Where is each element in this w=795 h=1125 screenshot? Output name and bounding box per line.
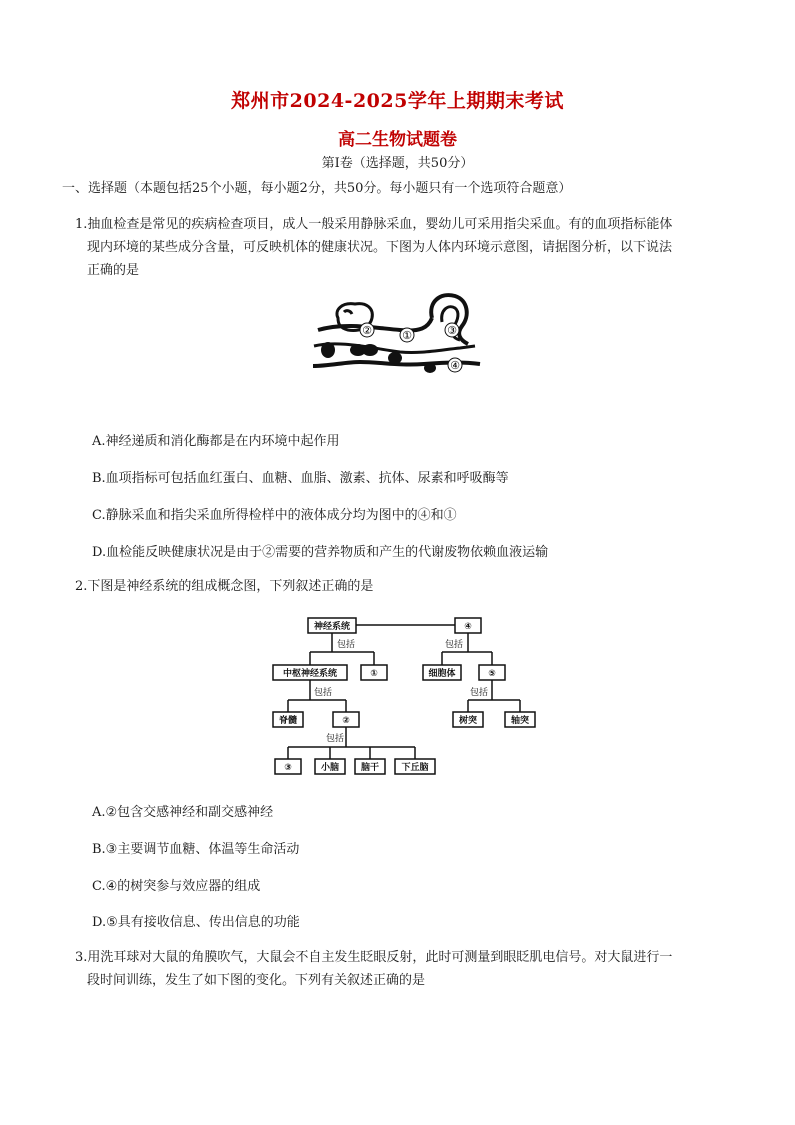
q2-stem: 2.下图是神经系统的组成概念图，下列叙述正确的是 [75, 579, 374, 594]
q1-stem-line-2: 现内环境的某些成分含量，可反映机体的健康状况。下图为人体内环境示意图，请据图分析，以下说法 [87, 240, 673, 255]
node-hypothalamus: 下丘脑 [401, 763, 429, 773]
node-5: ⑤ [488, 669, 496, 679]
fig-label-4: ④ [450, 359, 460, 372]
q1-option-a: A.神经递质和消化酶都是在内环境中起作用 [92, 434, 340, 449]
node-1: ① [370, 669, 378, 679]
label-include-3: 包括 [313, 688, 333, 698]
q3-stem-line-1: 3.用洗耳球对大鼠的角膜吹气，大鼠会不自主发生眨眼反射，此时可测量到眼眨肌电信号。对大鼠进行一 [75, 950, 673, 965]
fig-label-2: ② [362, 324, 372, 337]
section-heading: 一、选择题（本题包括25个小题，每小题2分，共50分。每小题只有一个选项符合题意） [62, 181, 572, 196]
label-include-1: 包括 [336, 640, 356, 650]
label-include-4: 包括 [469, 688, 489, 698]
q1-option-d: D.血检能反映健康状况是由于②需要的营养物质和产生的代谢废物依赖血液运输 [92, 545, 549, 560]
q1-option-b: B.血项指标可包括血红蛋白、血糖、血脂、激素、抗体、尿素和呼吸酶等 [92, 471, 509, 486]
exam-title: 郑州市2024-2025学年上期期末考试 [231, 90, 564, 112]
label-include-5: 包括 [325, 734, 345, 744]
node-axon: 轴突 [510, 716, 530, 726]
nervous-system-concept-map [265, 612, 555, 782]
q1-stem-line-1: 1.抽血检查是常见的疾病检查项目，成人一般采用静脉采血，婴幼儿可采用指尖采血。有的血项指标能体 [75, 217, 673, 232]
label-include-2: 包括 [444, 640, 464, 650]
internal-environment-figure [300, 288, 490, 400]
q1-stem-line-3: 正确的是 [87, 263, 140, 278]
q2-option-d: D.⑤具有接收信息、传出信息的功能 [92, 915, 300, 930]
q2-option-a: A.②包含交感神经和副交感神经 [92, 805, 274, 820]
paper-subtitle: 高二生物试题卷 [338, 130, 457, 150]
q3-stem-line-2: 段时间训练，发生了如下图的变化。下列有关叙述正确的是 [87, 973, 426, 988]
q2-option-b: B.③主要调节血糖、体温等生命活动 [92, 842, 300, 857]
node-cell-body: 细胞体 [428, 669, 456, 679]
fig-label-1: ① [402, 329, 412, 342]
node-spinal-cord: 脊髓 [278, 716, 298, 726]
node-dendrite: 树突 [458, 716, 478, 726]
fig-label-3: ③ [447, 324, 457, 337]
node-4: ④ [464, 622, 472, 632]
node-nervous-system: 神经系统 [313, 622, 351, 632]
q1-option-c: C.静脉采血和指尖采血所得检样中的液体成分均为图中的④和① [92, 508, 457, 523]
q2-option-c: C.④的树突参与效应器的组成 [92, 879, 261, 894]
node-2: ② [342, 716, 350, 726]
node-cerebellum: 小脑 [320, 763, 340, 773]
node-3: ③ [284, 763, 292, 773]
node-brainstem: 脑干 [360, 763, 380, 773]
node-cns: 中枢神经系统 [282, 669, 338, 679]
part-heading: 第Ⅰ卷（选择题，共50分） [321, 156, 474, 171]
